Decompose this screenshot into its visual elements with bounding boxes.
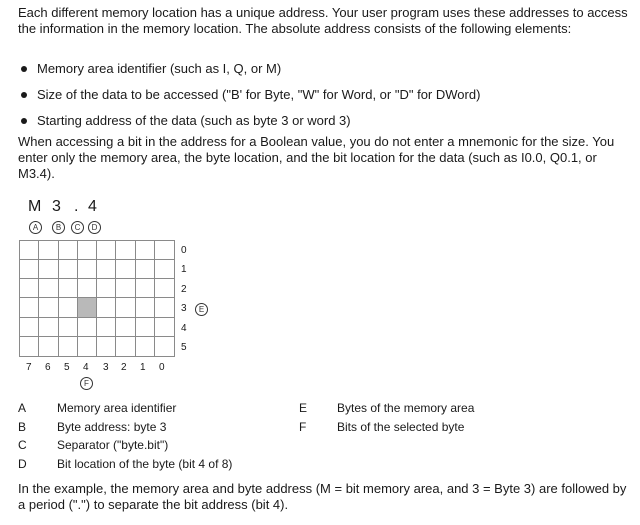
grid-cell [136, 298, 155, 317]
grid-cell [155, 241, 174, 260]
marker-b-icon: B [52, 221, 65, 234]
grid-cell [97, 241, 116, 260]
legend-left [18, 401, 298, 473]
address-area: M [28, 198, 42, 215]
grid-cell [136, 318, 155, 337]
grid-cell [116, 337, 135, 356]
grid-cell [116, 279, 135, 298]
grid-cell [20, 241, 39, 260]
grid-cell [97, 337, 116, 356]
grid-cell [116, 241, 135, 260]
list-item-text: Memory area identifier (such as I, Q, or M) [37, 61, 282, 76]
grid-cell [136, 279, 155, 298]
legend-text: Bits of the selected byte [337, 420, 465, 434]
grid-cell [39, 241, 58, 260]
grid-cell [136, 241, 155, 260]
grid-cell [155, 318, 174, 337]
legend-key: A [18, 401, 27, 415]
list-item-text: Starting address of the data (such as byte 3 or word 3) [37, 113, 351, 128]
bit-label: 6 [45, 362, 51, 373]
byte-label: 1 [181, 264, 187, 275]
grid-cell [20, 279, 39, 298]
grid-cell [59, 337, 78, 356]
byte-label: 0 [181, 245, 187, 256]
list-item [18, 61, 628, 87]
byte-label: 3 [181, 303, 187, 314]
legend-key: E [299, 401, 308, 415]
bullet-icon [21, 66, 27, 72]
byte-label: 5 [181, 342, 187, 353]
legend-text: Bit location of the byte (bit 4 of 8) [57, 457, 233, 471]
grid-cell [78, 318, 97, 337]
marker-d-icon: D [88, 221, 101, 234]
grid-cell [97, 279, 116, 298]
grid-cell [39, 318, 58, 337]
bullet-icon [21, 92, 27, 98]
selected-bit-cell [78, 298, 97, 317]
grid-cell [59, 241, 78, 260]
grid-cell [59, 318, 78, 337]
grid-cell [116, 260, 135, 279]
grid-cell [97, 298, 116, 317]
grid-cell [155, 337, 174, 356]
grid-cell [20, 298, 39, 317]
bit-label: 3 [103, 362, 109, 373]
grid-cell [78, 279, 97, 298]
bit-label: 1 [140, 362, 146, 373]
list-item [18, 87, 628, 113]
grid-cell [155, 279, 174, 298]
marker-a-icon: A [29, 221, 42, 234]
grid-cell [97, 318, 116, 337]
grid-cell [78, 241, 97, 260]
grid-cell [59, 260, 78, 279]
legend-item [18, 438, 298, 452]
legend-key: B [18, 420, 27, 434]
address-elements-list [18, 61, 628, 139]
grid-cell [136, 337, 155, 356]
grid-cell [136, 260, 155, 279]
legend-item [299, 420, 599, 434]
bit-label: 0 [159, 362, 165, 373]
legend-text: Separator ("byte.bit") [57, 438, 169, 452]
grid-cell [39, 298, 58, 317]
memory-grid [19, 240, 175, 357]
grid-cell [39, 279, 58, 298]
grid-cell [59, 279, 78, 298]
marker-c-icon: C [71, 221, 84, 234]
legend-key: C [18, 438, 27, 452]
legend-item [18, 401, 298, 415]
grid-cell [20, 260, 39, 279]
grid-cell [20, 318, 39, 337]
grid-cell [39, 260, 58, 279]
address-separator: . [74, 198, 79, 215]
bit-label: 7 [26, 362, 32, 373]
grid-cell [78, 337, 97, 356]
grid-cell [116, 298, 135, 317]
address-bit: 4 [88, 198, 97, 215]
grid-cell [78, 260, 97, 279]
legend-text: Byte address: byte 3 [57, 420, 167, 434]
bit-label: 5 [64, 362, 70, 373]
bit-label: 4 [83, 362, 89, 373]
grid-cell [155, 298, 174, 317]
grid-cell [59, 298, 78, 317]
marker-e-icon: E [195, 303, 208, 316]
marker-f-icon: F [80, 377, 93, 390]
legend-item [18, 420, 298, 434]
boolean-access-paragraph: When accessing a bit in the address for a Boolean value, you do not enter a mnemonic for the size. You enter only the memory area, the byte location, and the bit location for the data (such as I0.0, Q0.1, or M3.4). [18, 134, 615, 181]
legend-text: Bytes of the memory area [337, 401, 475, 415]
legend-item [299, 401, 599, 415]
list-item-text: Size of the data to be accessed ("B' for Byte, "W" for Word, or "D" for DWord) [37, 87, 481, 102]
grid-cell [39, 337, 58, 356]
example-explanation-paragraph: In the example, the memory area and byte address (M = bit memory area, and 3 = Byte 3) are followed by a period (".") to separate the bit address (bit 4). [18, 481, 627, 512]
address-byte: 3 [52, 198, 61, 215]
legend-item [18, 457, 298, 471]
grid-cell [155, 260, 174, 279]
byte-label: 2 [181, 284, 187, 295]
legend-key: F [299, 420, 307, 434]
bit-label: 2 [121, 362, 127, 373]
grid-cell [116, 318, 135, 337]
bullet-icon [21, 118, 27, 124]
legend-right [299, 401, 599, 435]
grid-cell [97, 260, 116, 279]
legend-key: D [18, 457, 27, 471]
legend-text: Memory area identifier [57, 401, 177, 415]
intro-paragraph: Each different memory location has a unique address. Your user program uses these addresses to access the information in the memory location. The absolute address consists of the following elements: [18, 5, 628, 36]
grid-cell [20, 337, 39, 356]
byte-label: 4 [181, 323, 187, 334]
